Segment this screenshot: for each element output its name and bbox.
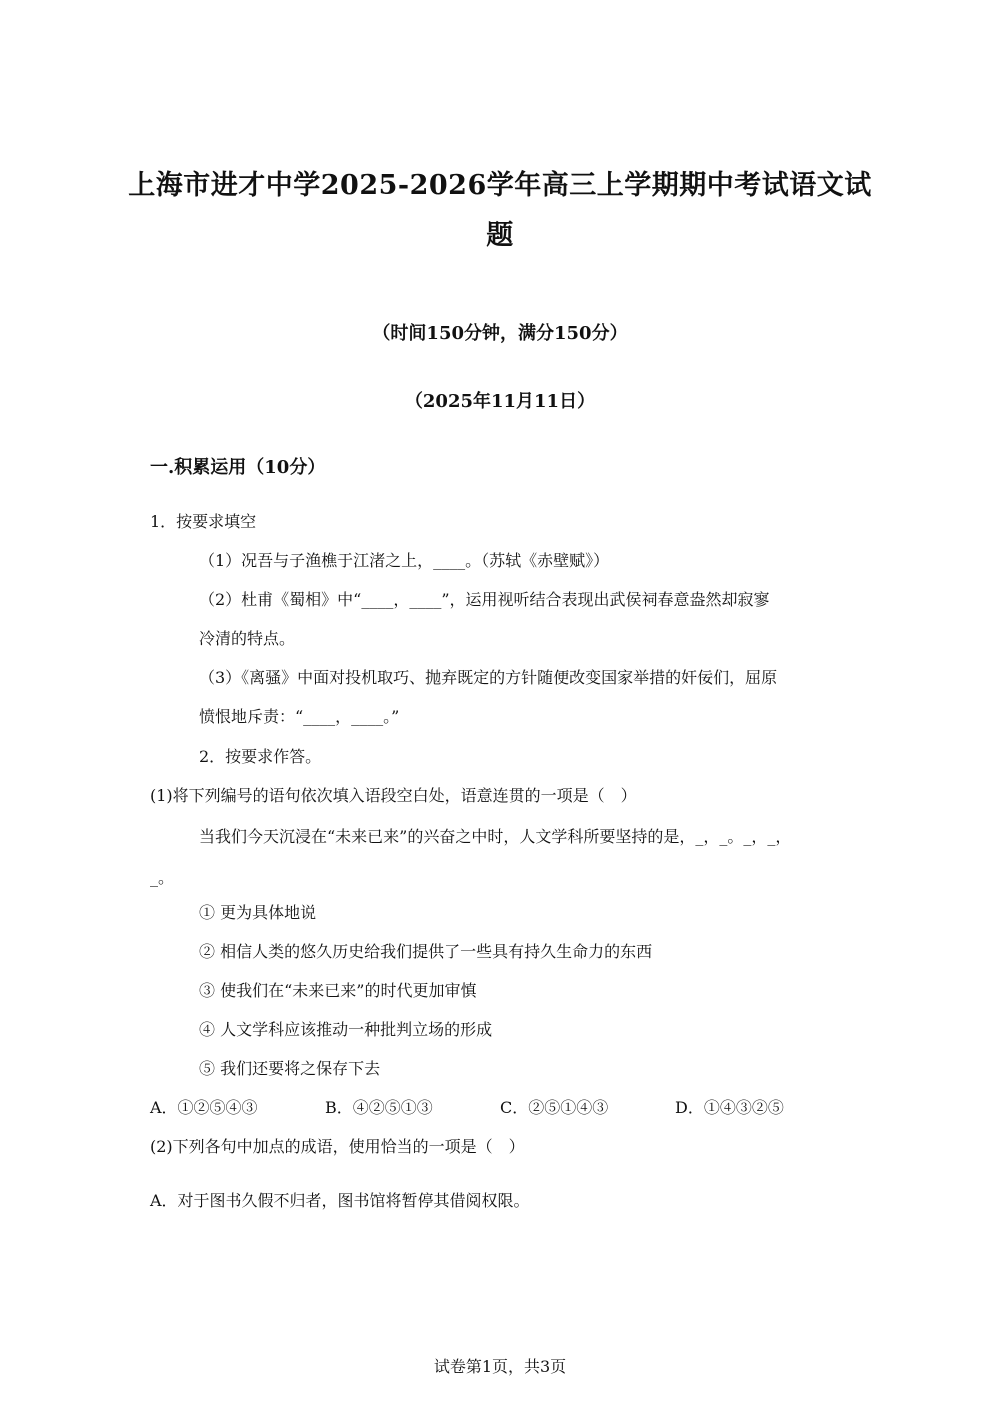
q1-item2-line1: （2）杜甫《蜀相》中“____，____”，运用视听结合表现出武侯祠春意盎然却寂寥 (199, 590, 770, 609)
q2-choice-b: B．④②⑤①③ (325, 1098, 433, 1117)
q1-item3-line2: 愤恨地斥责：“____，____。” (199, 707, 400, 726)
q1-header: 1．按要求填空 (150, 512, 257, 531)
q2-choice-d: D．①④③②⑤ (675, 1098, 784, 1117)
page-footer: 试卷第1页，共3页 (433, 1357, 567, 1376)
section1-heading: 一.积累运用（10分） (150, 457, 326, 478)
q2-option-4: ④ 人文学科应该推动一种批判立场的形成 (199, 1020, 493, 1039)
q2-option-5: ⑤ 我们还要将之保存下去 (199, 1059, 381, 1078)
q2-option-2: ② 相信人类的悠久历史给我们提供了一些具有持久生命力的东西 (199, 942, 653, 961)
q1-item3-line1: （3）《离骚》中面对投机取巧、抛弃既定的方针随便改变国家举措的奸佞们，屈原 (199, 668, 778, 687)
q2-passage-line1: 当我们今天沉浸在“未来已来”的兴奋之中时，人文学科所要坚持的是，_，_。_，_， (199, 827, 792, 846)
exam-title-line2: 题 (486, 220, 514, 251)
q2-sub2-choice-a: A．对于图书久假不归者，图书馆将暂停其借阅权限。 (150, 1191, 530, 1210)
q2-sub1-prompt: (1)将下列编号的语句依次填入语段空白处，语意连贯的一项是（ ） (150, 786, 637, 805)
exam-info: （时间150分钟，满分150分） (372, 323, 628, 344)
q2-option-3: ③ 使我们在“未来已来”的时代更加审慎 (199, 981, 477, 1000)
q2-passage-line2: _。 (150, 868, 175, 887)
q2-choice-a: A．①②⑤④③ (150, 1098, 258, 1117)
q2-choice-c: C．②⑤①④③ (500, 1098, 609, 1117)
q2-sub2-prompt: (2)下列各句中加点的成语，使用恰当的一项是（ ） (150, 1137, 525, 1156)
q2-option-1: ① 更为具体地说 (199, 903, 317, 922)
exam-date: （2025年11月11日） (404, 391, 596, 412)
q2-header: 2．按要求作答。 (199, 747, 322, 766)
exam-title-line1: 上海市进才中学2025-2026学年高三上学期期中考试语文试 (128, 170, 872, 201)
q1-item1: （1）况吾与子渔樵于江渚之上，____。（苏轼《赤壁赋》） (199, 551, 610, 570)
q1-item2-line2: 冷清的特点。 (199, 629, 296, 648)
